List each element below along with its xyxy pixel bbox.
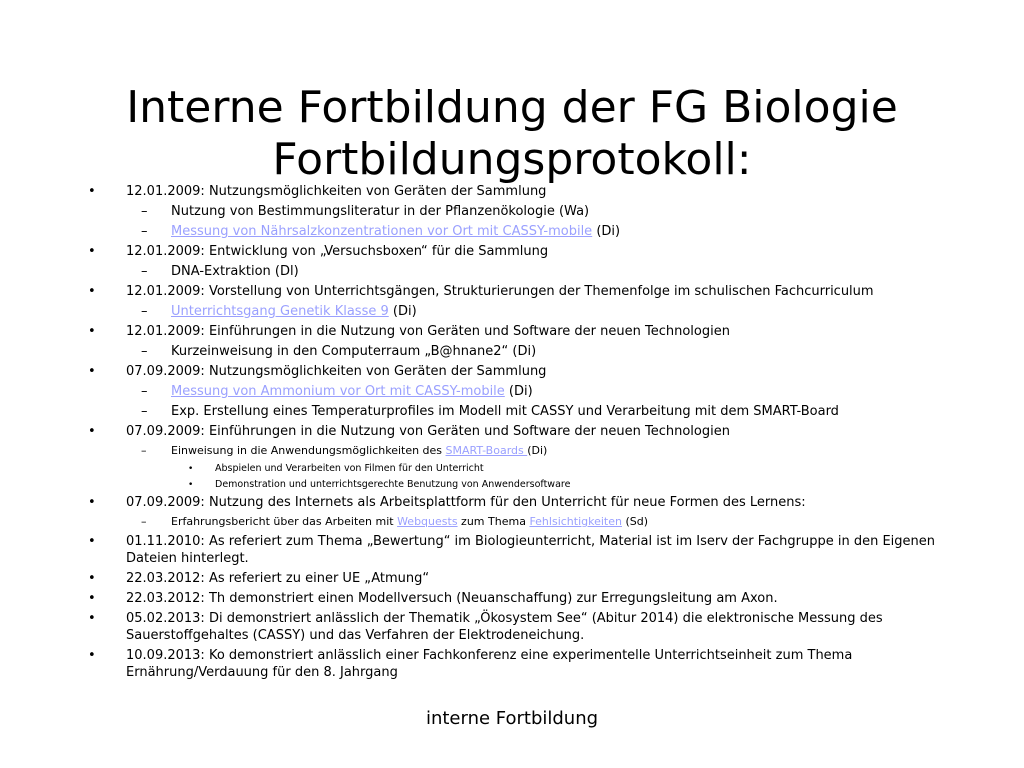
dash-icon: –: [141, 344, 148, 359]
dash-icon: –: [141, 515, 147, 528]
link-unterrichtsgang-genetik[interactable]: Unterrichtsgang Genetik Klasse 9: [171, 304, 389, 319]
list-item-text: 07.09.2009: Nutzungsmöglichkeiten von Geräten der Sammlung: [126, 364, 547, 379]
sub-list-item-text: Einweisung in die Anwendungsmöglichkeiten des: [171, 444, 446, 457]
bullet-icon: •: [88, 424, 96, 439]
list-item: [0, 570, 1024, 587]
bullet-icon: •: [88, 495, 96, 510]
dash-icon: –: [141, 444, 147, 457]
slide-footer: interne Fortbildung: [425, 708, 599, 729]
sub-sub-list-item: [0, 478, 1024, 492]
sub-list-item-text: Erfahrungsbericht über das Arbeiten mit: [171, 515, 398, 528]
dash-icon: –: [141, 264, 148, 279]
bullet-icon: •: [188, 464, 194, 474]
bullet-icon: •: [88, 324, 96, 339]
sub-list-item-text: Kurzeinweisung in den Computerraum „B@hnane2“ (Di): [171, 344, 537, 359]
dash-icon: –: [141, 204, 148, 219]
bullet-icon: •: [88, 611, 96, 626]
sub-sub-list-item-text: Abspielen und Verarbeiten von Filmen für den Unterricht: [215, 463, 484, 474]
dash-icon: –: [141, 384, 148, 399]
sub-list-item: [0, 403, 1024, 420]
bullet-icon: •: [188, 480, 194, 490]
list-item-text: 22.03.2012: Th demonstriert einen Modellversuch (Neuanschaffung) zur Erregungsleitung am Axon.: [126, 591, 778, 606]
slide-title: [0, 82, 1024, 186]
list-item-text: 05.02.2013: Di demonstriert anlässlich der Thematik „Ökosystem See“ (Abitur 2014) die elektronische Messung des Sauerstoffgehaltes (CASSY) und das Verfahren der Elektrodeneichung.: [126, 611, 883, 643]
list-item: [0, 590, 1024, 607]
link-smart-boards[interactable]: SMART-Boards: [445, 444, 528, 457]
author-tag: (Di): [504, 384, 533, 399]
list-item: [0, 423, 1024, 440]
sub-list-item: [0, 514, 1024, 530]
bullet-icon: •: [88, 534, 96, 549]
bullet-icon: •: [88, 184, 96, 199]
list-item-text: 10.09.2013: Ko demonstriert anlässlich einer Fachkonferenz eine experimentelle Unterrichtseinheit zum Thema Ernährung/Verdauung für den 8. Jahrgang: [126, 648, 853, 680]
sub-list-item: [0, 303, 1024, 320]
list-item-text: 01.11.2010: As referiert zum Thema „Bewertung“ im Biologieunterricht, Material ist im Iserv der Fachgruppe in den Eigenen Dateien hinterlegt.: [126, 534, 936, 566]
sub-list-item: [0, 203, 1024, 220]
sub-list-item-text: Exp. Erstellung eines Temperaturprofiles im Modell mit CASSY und Verarbeitung mit dem SMART-Board: [171, 404, 839, 419]
author-tag: (Di): [527, 444, 548, 457]
bullet-icon: •: [88, 284, 96, 299]
bullet-icon: •: [88, 648, 96, 663]
dash-icon: –: [141, 224, 148, 239]
list-item: [0, 243, 1024, 260]
protocol-list: [0, 183, 1024, 703]
sub-list-item: [0, 223, 1024, 240]
list-item: [0, 533, 946, 567]
list-item-text: 12.01.2009: Einführungen in die Nutzung von Geräten und Software der neuen Technologien: [126, 324, 730, 339]
list-item: [0, 647, 946, 681]
sub-list-item-text: zum Thema: [457, 515, 530, 528]
list-item-text: 22.03.2012: As referiert zu einer UE „Atmung“: [126, 571, 430, 586]
list-item: [0, 494, 1024, 511]
list-item-text: 12.01.2009: Nutzungsmöglichkeiten von Geräten der Sammlung: [126, 184, 547, 199]
link-webquests[interactable]: Webquests: [397, 515, 458, 528]
slide-title-line2: Fortbildungsprotokoll:: [272, 134, 752, 185]
sub-list-item: [0, 263, 1024, 280]
list-item-text: 12.01.2009: Entwicklung von „Versuchsboxen“ für die Sammlung: [126, 244, 549, 259]
list-item-text: 07.09.2009: Einführungen in die Nutzung von Geräten und Software der neuen Technologien: [126, 424, 730, 439]
list-item: [0, 363, 1024, 380]
dash-icon: –: [141, 304, 148, 319]
author-tag: (Sd): [621, 515, 649, 528]
link-fehlsichtigkeiten[interactable]: Fehlsichtigkeiten: [529, 515, 622, 528]
author-tag: (Di): [388, 304, 417, 319]
bullet-icon: •: [88, 364, 96, 379]
list-item-text: 07.09.2009: Nutzung des Internets als Arbeitsplattform für den Unterricht für neue Formen des Lernens:: [126, 495, 806, 510]
list-item: [0, 610, 946, 644]
sub-sub-list-item: [0, 462, 1024, 476]
slide-title-line1: Interne Fortbildung der FG Biologie: [126, 82, 898, 133]
list-item: [0, 183, 1024, 200]
link-naehrsalz-messung[interactable]: Messung von Nährsalzkonzentrationen vor Ort mit CASSY-mobile: [171, 224, 593, 239]
link-ammonium-messung[interactable]: Messung von Ammonium vor Ort mit CASSY-mobile: [171, 384, 505, 399]
sub-list-item: [0, 443, 1024, 459]
sub-sub-list-item-text: Demonstration und unterrichtsgerechte Benutzung von Anwendersoftware: [215, 479, 571, 490]
sub-list-item-text: DNA-Extraktion (Dl): [171, 264, 299, 279]
sub-list-item: [0, 383, 1024, 400]
list-item: [0, 323, 1024, 340]
author-tag: (Di): [592, 224, 621, 239]
dash-icon: –: [141, 404, 148, 419]
bullet-icon: •: [88, 571, 96, 586]
sub-list-item: [0, 343, 1024, 360]
bullet-icon: •: [88, 244, 96, 259]
bullet-icon: •: [88, 591, 96, 606]
list-item: [0, 283, 946, 300]
sub-list-item-text: Nutzung von Bestimmungsliteratur in der Pflanzenökologie (Wa): [171, 204, 590, 219]
list-item-text: 12.01.2009: Vorstellung von Unterrichtsgängen, Strukturierungen der Themenfolge im schulischen Fachcurriculum: [126, 284, 874, 299]
